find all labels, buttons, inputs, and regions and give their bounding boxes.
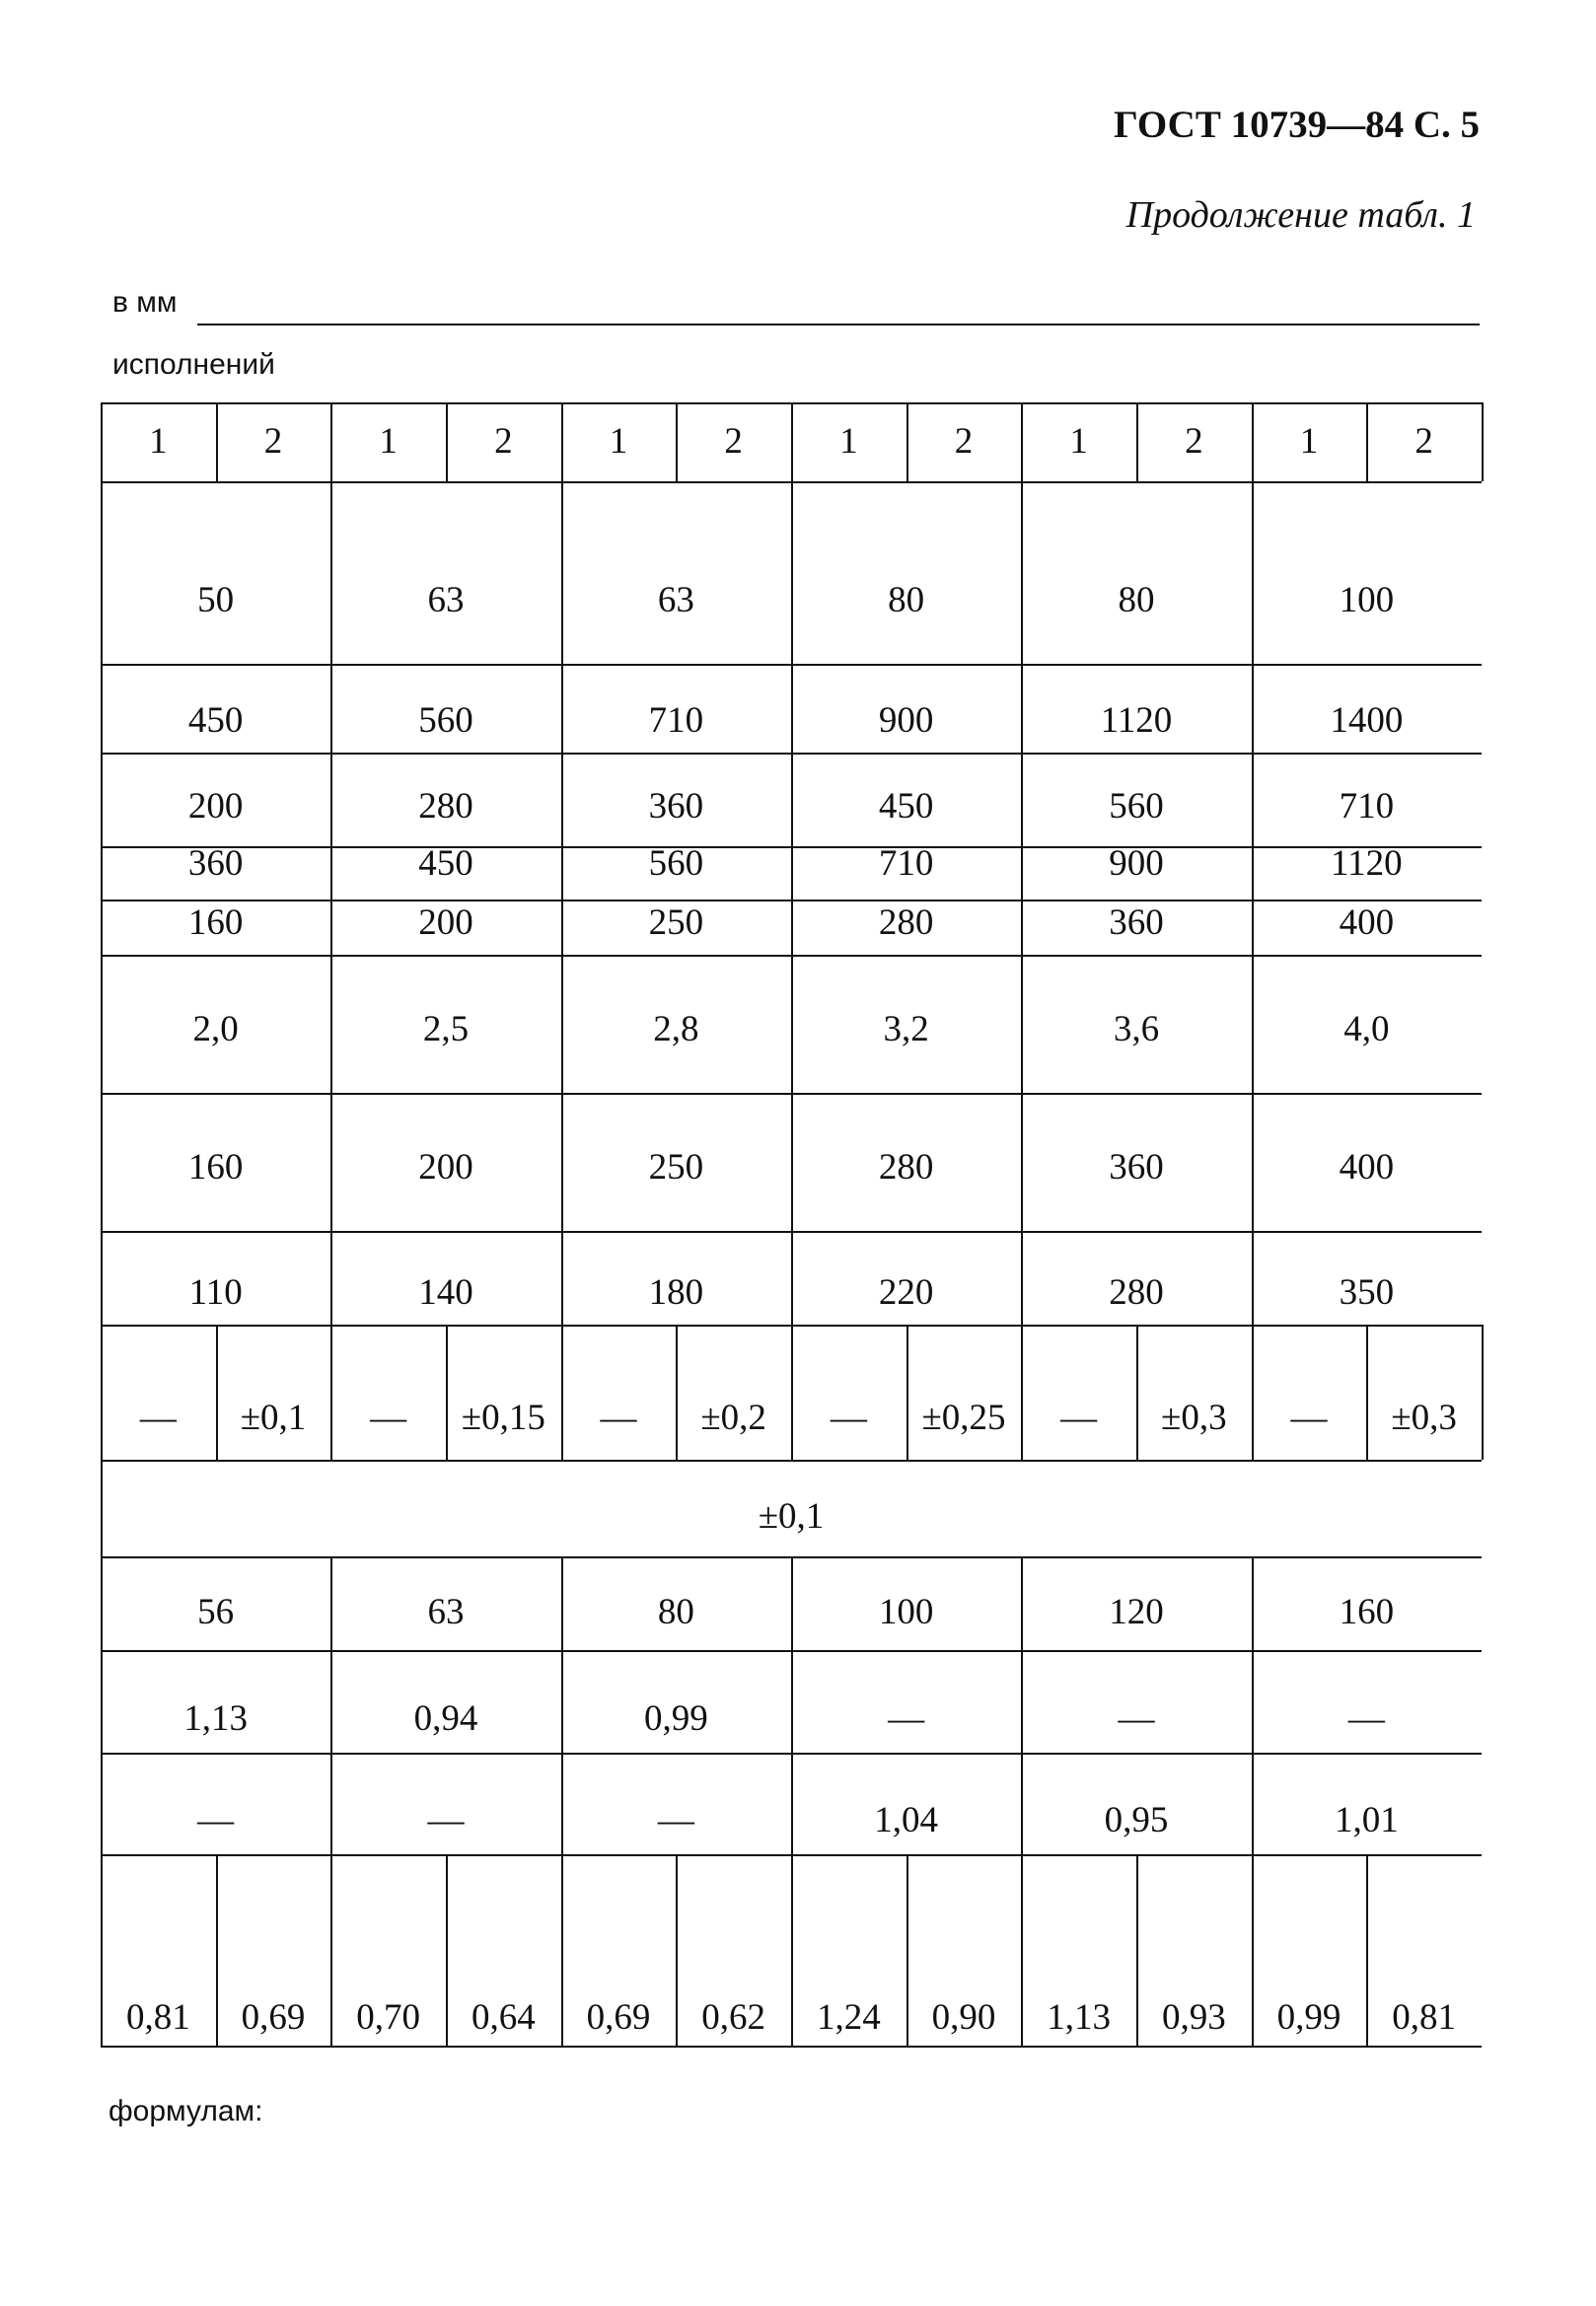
group-value: 200 xyxy=(418,902,473,943)
group-value: 160 xyxy=(187,1147,244,1188)
group-value: — xyxy=(657,1800,694,1840)
execution-number: 2 xyxy=(263,421,283,462)
column-value: 1,13 xyxy=(1047,1997,1112,2038)
column-value: — xyxy=(139,1398,177,1438)
group-value: 2,0 xyxy=(192,1009,239,1049)
group-value: 400 xyxy=(1339,1147,1395,1188)
column-value: ±0,25 xyxy=(921,1398,1006,1438)
column-value: 0,90 xyxy=(931,1997,996,2038)
group-value: 2,5 xyxy=(422,1009,470,1049)
column-value: 0,99 xyxy=(1276,1997,1342,2038)
column-value: — xyxy=(600,1398,637,1438)
group-value: 360 xyxy=(1109,1147,1164,1188)
group-value: 280 xyxy=(878,1147,934,1188)
group-value: 450 xyxy=(187,700,244,741)
group-value: 56 xyxy=(197,1592,235,1632)
column-divider xyxy=(1252,1325,1254,1460)
column-divider xyxy=(1021,1325,1023,1460)
group-value: 350 xyxy=(1339,1272,1395,1313)
execution-number: 2 xyxy=(494,421,513,462)
group-value: 280 xyxy=(418,786,473,827)
table-left-edge xyxy=(101,481,103,664)
group-value: 220 xyxy=(878,1272,934,1313)
group-value: 80 xyxy=(1118,580,1155,620)
group-value: 900 xyxy=(878,700,934,741)
group-value: 63 xyxy=(427,1592,465,1632)
column-divider xyxy=(330,1325,332,1460)
group-value: 4,0 xyxy=(1343,1009,1390,1049)
column-divider xyxy=(101,1325,103,1460)
column-value: 0,64 xyxy=(471,1997,536,2038)
group-divider xyxy=(561,481,563,664)
group-value: 2,8 xyxy=(653,1009,699,1049)
group-value: 360 xyxy=(648,786,704,827)
group-value: 100 xyxy=(878,1592,934,1632)
column-divider xyxy=(561,1325,563,1460)
column-value: — xyxy=(370,1398,407,1438)
group-value: 280 xyxy=(1109,1272,1164,1313)
column-value: 0,81 xyxy=(1392,1997,1457,2038)
column-value: 0,81 xyxy=(125,1997,190,2038)
group-value: 250 xyxy=(648,1147,704,1188)
column-divider xyxy=(1366,1325,1368,1460)
group-value: 80 xyxy=(888,580,925,620)
group-value: 360 xyxy=(1109,902,1164,943)
group-value: 3,6 xyxy=(1113,1009,1160,1049)
execution-number: 2 xyxy=(1415,421,1433,462)
group-value: 200 xyxy=(187,786,244,827)
row-rule xyxy=(101,1460,1482,1462)
group-value: 160 xyxy=(1339,1592,1395,1632)
group-value: 1120 xyxy=(1100,700,1173,741)
column-value: 0,70 xyxy=(356,1997,421,2038)
column-value: 0,69 xyxy=(586,1997,651,2038)
column-value: 0,69 xyxy=(241,1997,306,2038)
group-value: — xyxy=(197,1800,235,1840)
group-value: 1,01 xyxy=(1334,1800,1399,1840)
group-value: 250 xyxy=(648,902,704,943)
column-divider xyxy=(907,1325,908,1460)
column-value: — xyxy=(1290,1398,1328,1438)
group-divider xyxy=(1021,481,1023,664)
column-value: ±0,3 xyxy=(1391,1398,1457,1438)
column-value: — xyxy=(1060,1398,1098,1438)
group-value: 1,13 xyxy=(183,1698,249,1739)
execution-number: 2 xyxy=(954,421,974,462)
group-value: 0,99 xyxy=(643,1698,708,1739)
group-value: 560 xyxy=(418,700,473,741)
group-value: 80 xyxy=(657,1592,694,1632)
execution-number: 1 xyxy=(379,421,398,462)
group-value: 710 xyxy=(648,700,704,741)
group-value: — xyxy=(888,1698,925,1739)
group-divider xyxy=(791,481,793,664)
group-divider xyxy=(1252,481,1254,664)
group-value: 140 xyxy=(418,1272,473,1313)
group-value: 360 xyxy=(187,843,244,884)
continuation-note: Продолжение табл. 1 xyxy=(1125,194,1476,236)
group-value: 1400 xyxy=(1330,700,1404,741)
group-value: 900 xyxy=(1109,843,1164,884)
column-value: ±0,2 xyxy=(700,1398,766,1438)
group-value: 1,04 xyxy=(874,1800,939,1840)
group-value: 180 xyxy=(648,1272,704,1313)
group-value: — xyxy=(1347,1698,1385,1739)
group-value: 110 xyxy=(188,1272,243,1313)
column-divider xyxy=(676,1325,678,1460)
group-value: 50 xyxy=(197,580,235,620)
column-divider xyxy=(791,1325,793,1460)
span-value: ±0,1 xyxy=(758,1496,825,1537)
standard-header: ГОСТ 10739—84 С. 5 xyxy=(1114,104,1480,146)
execution-number: 1 xyxy=(1069,421,1088,462)
execution-number: 1 xyxy=(609,421,628,462)
column-divider xyxy=(1136,1325,1138,1460)
executions-label: исполнений xyxy=(112,348,275,381)
execution-number: 1 xyxy=(839,421,858,462)
group-value: 3,2 xyxy=(883,1009,929,1049)
units-label: в мм xyxy=(112,286,178,319)
group-value: 400 xyxy=(1339,902,1395,943)
column-divider xyxy=(1482,1325,1484,1460)
column-value: 1,24 xyxy=(816,1997,881,2038)
formulas-label: формулам: xyxy=(109,2095,263,2127)
column-value: 0,62 xyxy=(701,1997,766,2038)
group-divider xyxy=(330,481,332,664)
column-divider xyxy=(446,1325,448,1460)
execution-number: 2 xyxy=(724,421,743,462)
group-value: 63 xyxy=(657,580,694,620)
group-value: 280 xyxy=(878,902,934,943)
column-value: ±0,15 xyxy=(461,1398,545,1438)
column-divider xyxy=(216,1325,218,1460)
row-rule xyxy=(101,2046,1482,2048)
group-value: 560 xyxy=(648,843,704,884)
group-value: 450 xyxy=(878,786,934,827)
group-value: 120 xyxy=(1109,1592,1164,1632)
execution-number: 1 xyxy=(149,421,168,462)
group-value: 160 xyxy=(187,902,244,943)
header-divider xyxy=(1482,402,1484,481)
group-value: 0,94 xyxy=(413,1698,478,1739)
group-value: 710 xyxy=(878,843,934,884)
group-value: 200 xyxy=(418,1147,473,1188)
column-value: — xyxy=(830,1398,867,1438)
column-value: ±0,3 xyxy=(1161,1398,1227,1438)
group-value: 100 xyxy=(1339,580,1395,620)
column-value: 0,93 xyxy=(1161,1997,1226,2038)
group-value: — xyxy=(427,1800,465,1840)
execution-number: 1 xyxy=(1299,421,1319,462)
group-value: 0,95 xyxy=(1104,1800,1169,1840)
group-value: 1120 xyxy=(1331,843,1403,884)
group-value: 710 xyxy=(1339,786,1395,827)
column-value: ±0,1 xyxy=(240,1398,307,1438)
group-value: 63 xyxy=(427,580,465,620)
execution-number: 2 xyxy=(1185,421,1203,462)
group-value: 560 xyxy=(1109,786,1164,827)
group-value: — xyxy=(1118,1698,1155,1739)
group-value: 450 xyxy=(418,843,473,884)
